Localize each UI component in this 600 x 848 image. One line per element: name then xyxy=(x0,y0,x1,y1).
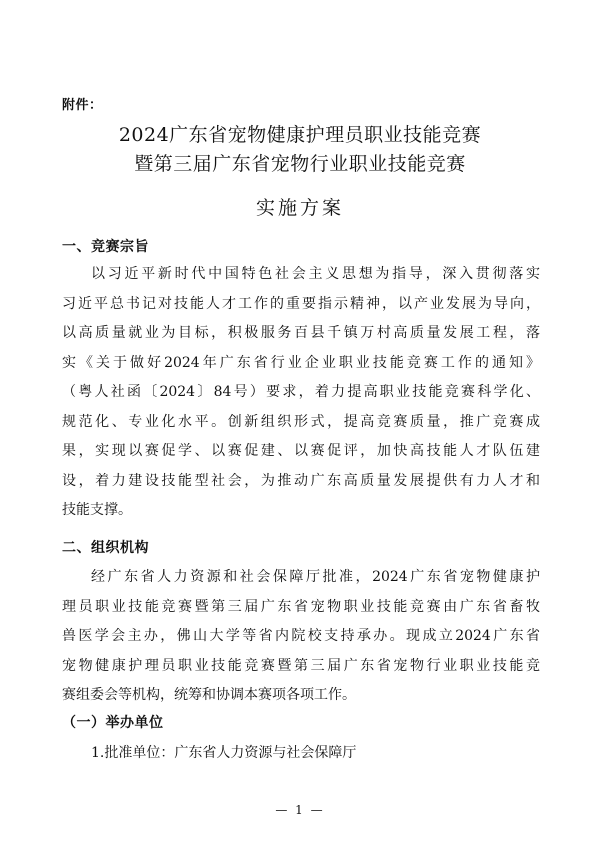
list-item-approving-unit: 1.批准单位：广东省人力资源与社会保障厅 xyxy=(91,745,357,761)
paragraph-line: 以习近平新时代中国特色社会主义思想为指导，深入贯彻落实 xyxy=(91,266,540,282)
paragraph-line: 以高质量就业为目标，积极服务百县千镇万村高质量发展工程，落 xyxy=(62,325,540,341)
paragraph-line: 宠物健康护理员职业技能竞赛暨第三届广东省宠物行业职业技能竞 xyxy=(62,657,540,674)
paragraph-line: 实《关于做好2024年广东省行业企业职业技能竞赛工作的通知》 xyxy=(62,354,540,371)
section-heading-organization: 二、组织机构 xyxy=(62,540,149,556)
paragraph-line: 习近平总书记对技能人才工作的重要指示精神，以产业发展为导向， xyxy=(62,295,540,312)
title-line-3: 实施方案 xyxy=(255,197,344,219)
paragraph-line: （粤人社函〔2024〕84号）要求，着力提高职业技能竞赛科学化、 xyxy=(62,384,540,400)
paragraph-line: 技能支撑。 xyxy=(62,502,132,518)
paragraph-line: 设，着力建设技能型社会，为推动广东高质量发展提供有力人才和 xyxy=(62,472,540,489)
section-paragraph-purpose xyxy=(62,260,540,526)
paragraph-line: 果，实现以赛促学、以赛促建、以赛促评，加快高技能人才队伍建 xyxy=(62,443,540,459)
title-line-2: 暨第三届广东省宠物行业职业技能竞赛 xyxy=(134,153,466,175)
attachment-label: 附件： xyxy=(62,98,103,113)
title-line-1: 2024广东省宠物健康护理员职业技能竞赛 xyxy=(118,124,482,146)
page-number: — 1 — xyxy=(275,803,325,817)
subsection-heading-organizers: （一）举办单位 xyxy=(62,715,164,731)
paragraph-line: 规范化、专业化水平。创新组织形式，提高竞赛质量，推广竞赛成 xyxy=(62,413,540,430)
paragraph-line: 经广东省人力资源和社会保障厅批准，2024广东省宠物健康护 xyxy=(91,569,540,585)
section-heading-purpose: 一、竞赛宗旨 xyxy=(62,239,149,255)
paragraph-line: 赛组委会等机构，统筹和协调本赛项各项工作。 xyxy=(62,687,356,703)
section-paragraph-organization xyxy=(62,563,540,711)
paragraph-line: 理员职业技能竞赛暨第三届广东省宠物职业技能竞赛由广东省畜牧 xyxy=(62,598,540,615)
paragraph-line: 兽医学会主办，佛山大学等省内院校支持承办。现成立2024广东省 xyxy=(62,628,540,644)
